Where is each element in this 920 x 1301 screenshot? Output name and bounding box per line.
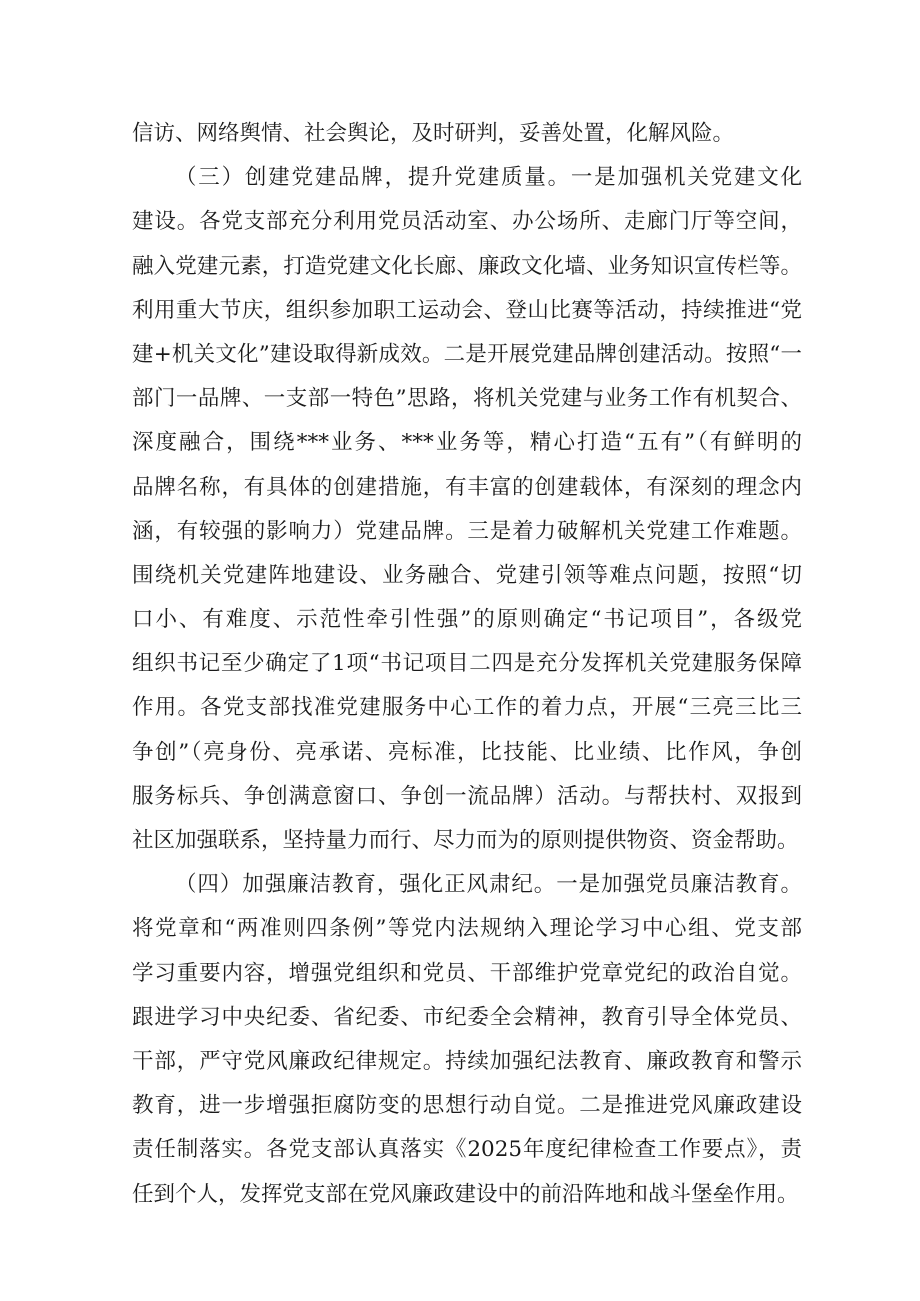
text-line: 将党章和“两准则四条例”等党内法规纳入理论学习中心组、党支部 bbox=[132, 916, 802, 942]
text-line: 建设。各党支部充分利用党员活动室、办公场所、走廊门厅等空间， bbox=[132, 209, 802, 235]
text-line: 任到个人，发挥党支部在党风廉政建设中的前沿阵地和战斗堡垒作用。 bbox=[132, 1181, 799, 1207]
paragraph-first-line: （四）加强廉洁教育，强化正风肃纪。一是加强党员廉洁教育。 bbox=[175, 872, 802, 898]
text-line: 争创”（亮身份、亮承诺、亮标准，比技能、比业绩、比作风，争创 bbox=[132, 739, 802, 765]
document-body bbox=[132, 112, 802, 1217]
text-line: 部门一品牌、一支部一特色”思路，将机关党建与业务工作有机契合、 bbox=[132, 386, 802, 412]
text-line: 干部，严守党风廉政纪律规定。持续加强纪法教育、廉政教育和警示 bbox=[132, 1048, 802, 1074]
text-line: 学习重要内容，增强党组织和党员、干部维护党章党纪的政治自觉。 bbox=[132, 960, 802, 986]
text-line: 深度融合，围绕***业务、***业务等，精心打造“五有”（有鲜明的 bbox=[132, 430, 802, 456]
text-line: 社区加强联系，坚持量力而行、尽力而为的原则提供物资、资金帮助。 bbox=[132, 828, 799, 853]
text-line: 作用。各党支部找准党建服务中心工作的着力点，开展“三亮三比三 bbox=[132, 695, 802, 721]
text-line: 建+机关文化”建设取得新成效。二是开展党建品牌创建活动。按照“一 bbox=[132, 341, 802, 367]
text-line: 口小、有难度、示范性牵引性强”的原则确定“书记项目”，各级党 bbox=[132, 607, 802, 633]
text-line: 围绕机关党建阵地建设、业务融合、党建引领等难点问题，按照“切 bbox=[132, 562, 802, 588]
text-line: 品牌名称，有具体的创建措施，有丰富的创建载体，有深刻的理念内 bbox=[132, 474, 802, 500]
text-line: 融入党建元素，打造党建文化长廊、廉政文化墙、业务知识宣传栏等。 bbox=[132, 253, 802, 279]
paragraph-first-line: （三）创建党建品牌，提升党建质量。一是加强机关党建文化 bbox=[175, 165, 802, 191]
text-line: 责任制落实。各党支部认真落实《2025年度纪律检查工作要点》，责 bbox=[132, 1137, 802, 1163]
text-line: 涵，有较强的影响力）党建品牌。三是着力破解机关党建工作难题。 bbox=[132, 518, 802, 544]
text-line: 教育，进一步增强拒腐防变的思想行动自觉。二是推进党风廉政建设 bbox=[132, 1093, 802, 1119]
text-line: 服务标兵、争创满意窗口、争创一流品牌）活动。与帮扶村、双报到 bbox=[132, 783, 802, 809]
text-line: 利用重大节庆，组织参加职工运动会、登山比赛等活动，持续推进“党 bbox=[132, 297, 802, 323]
text-line: 组织书记至少确定了1项“书记项目二四是充分发挥机关党建服务保障 bbox=[132, 651, 802, 677]
text-line: 信访、网络舆情、社会舆论，及时研判，妥善处置，化解风险。 bbox=[132, 121, 735, 146]
text-line: 跟进学习中央纪委、省纪委、市纪委全会精神，教育引导全体党员、 bbox=[132, 1004, 802, 1030]
